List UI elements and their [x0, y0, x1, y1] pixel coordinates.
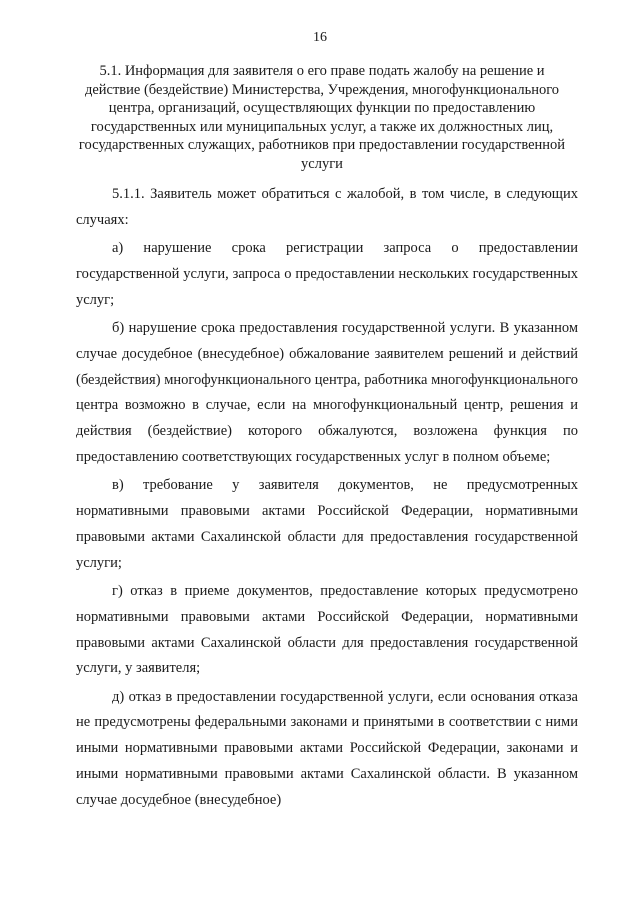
paragraph-item-d: д) отказ в предоставлении государственной услуги, если основания отказа не предусмотрены федеральными законами и принятыми в соответствии с ними иными нормативными правовыми актами Российской Федерации, законами и иными нормативными правовыми актами Сахалинской области. В указанном случае досудебное (внесудебное) — [76, 688, 578, 808]
paragraph-item-v: в) требование у заявителя документов, не предусмотренных нормативными правовыми актами Российской Федерации, нормативными правовыми актами Сахалинской области для предоставления государственной услуги; — [76, 477, 578, 571]
paragraph-5-1-1: 5.1.1. Заявитель может обратиться с жалобой, в том числе, в следующих случаях: — [76, 186, 578, 228]
paragraph-item-b: б) нарушение срока предоставления государственной услуги. В указанном случае досудебное (внесудебное) обжалование заявителем решений и действий (бездействия) многофункционального центра, работника многофункционального центра возможно в случае, если на многофункциональный центр, решения и действия (бездействие) которого обжалуются, возложена функция по предоставлению соответствующих государственных услуг в полном объеме; — [76, 319, 578, 465]
document-body — [76, 182, 578, 814]
paragraph-item-g: г) отказ в приеме документов, предоставление которых предусмотрено нормативными правовыми актами Российской Федерации, нормативными правовыми актами Сахалинской области для предоставления государственной услуги, у заявителя; — [76, 582, 578, 677]
page-number: 16 — [313, 30, 327, 45]
section-heading: 5.1. Информация для заявителя о его праве подать жалобу на решение и действие (бездействие) Министерства, Учреждения, многофункционального центра, организаций, осуществляющих функции по предоставлению государственных или муниципальных услуг, а также их должностных лиц, государственных служащих, работников при предоставлении государственной услуги — [78, 63, 566, 172]
paragraph-item-a: а) нарушение срока регистрации запроса о предоставлении государственной услуги, запроса о предоставлении нескольких государственных услуг; — [76, 240, 578, 308]
